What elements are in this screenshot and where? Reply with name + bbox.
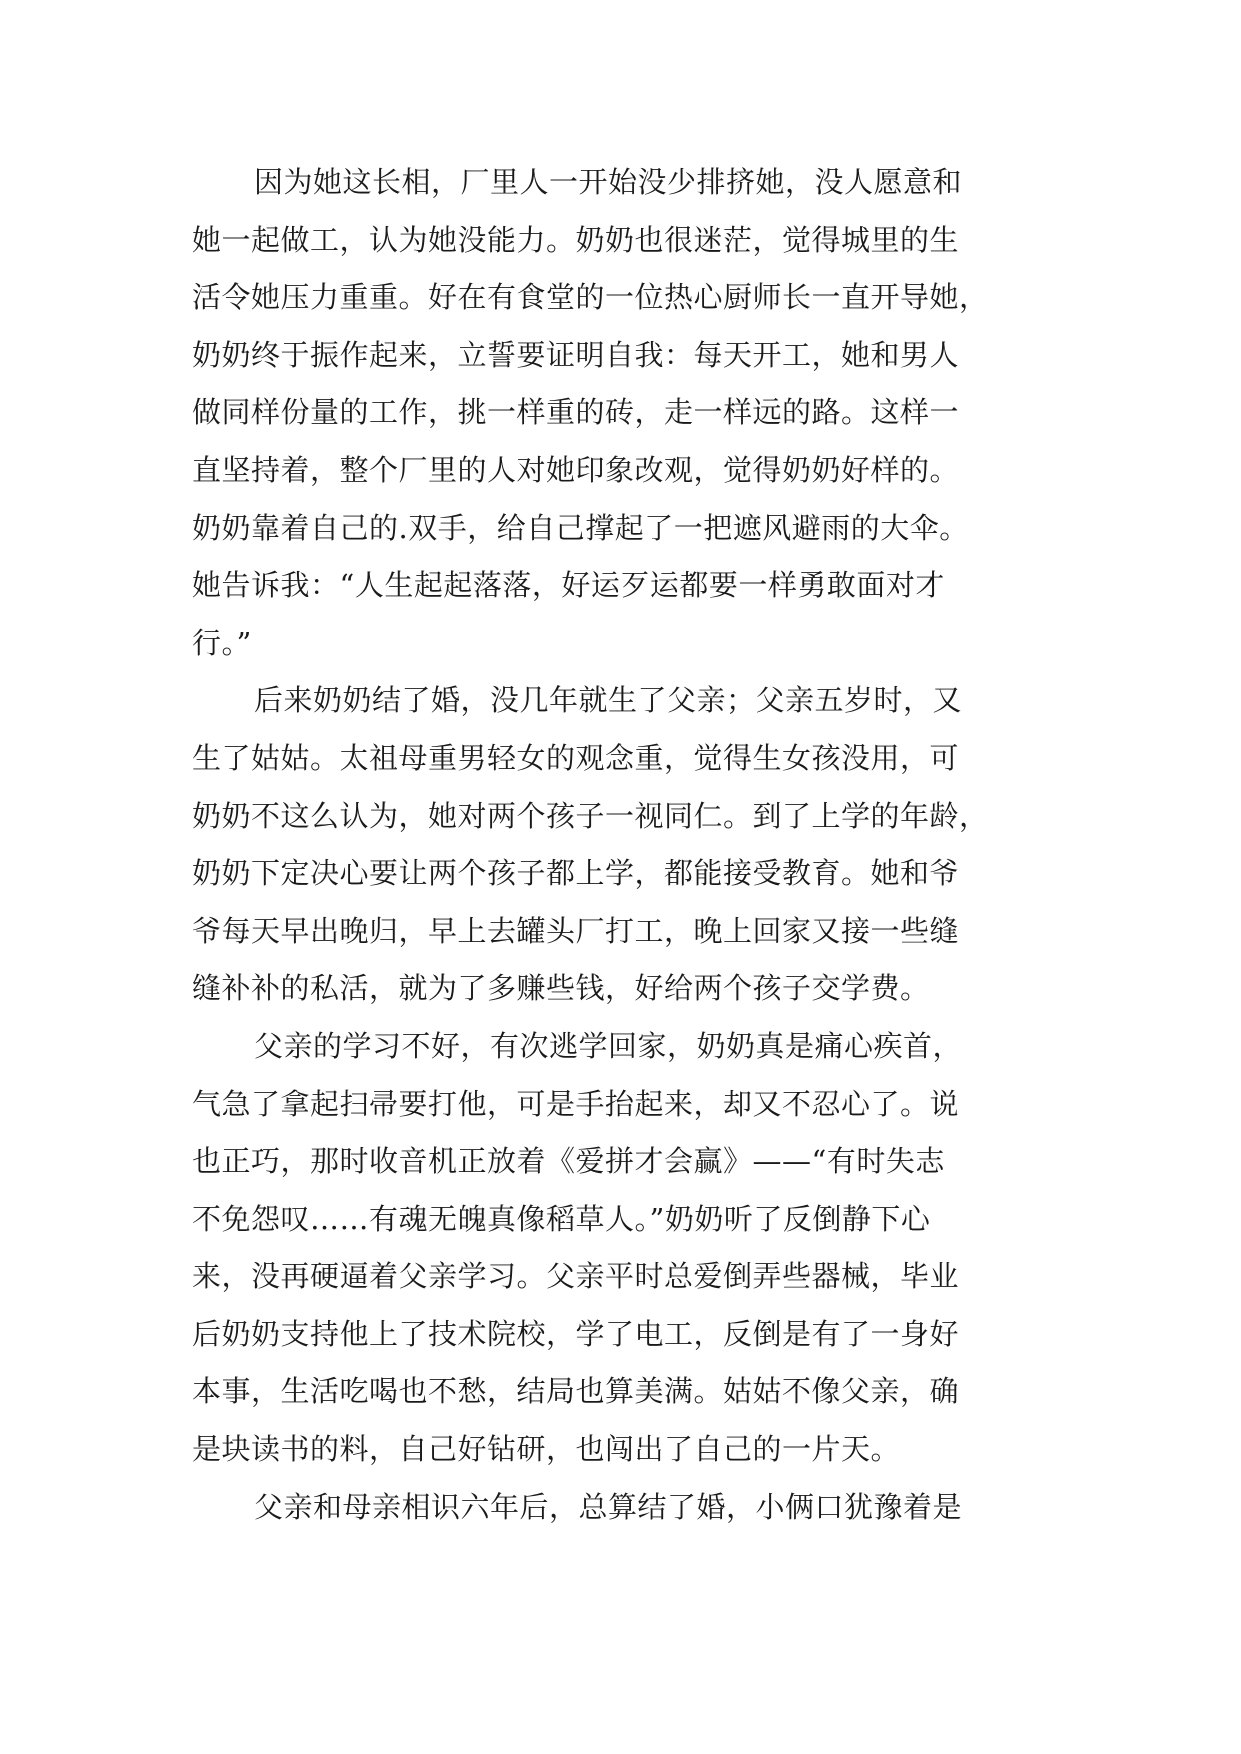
text-line: 奶奶下定决心要让两个孩子都上学，都能接受教育。她和爷: [192, 856, 960, 891]
text-line: 奶奶靠着自己的.双手，给自己撑起了一把遮风避雨的大伞。: [192, 510, 969, 545]
text-line: 后来奶奶结了婚，没几年就生了父亲；父亲五岁时，又: [254, 683, 963, 718]
text-line: 来，没再硬逼着父亲学习。父亲平时总爱倒弄些器械，毕业: [192, 1259, 960, 1294]
text-line: 父亲的学习不好，有次逃学回家，奶奶真是痛心疾首，: [254, 1028, 963, 1063]
text-line: 做同样份量的工作，挑一样重的砖，走一样远的路。这样一: [192, 395, 960, 430]
text-line: 也正巧，那时收音机正放着《爱拼才会赢》——“有时失志: [192, 1144, 945, 1179]
text-line: 本事，生活吃喝也不愁，结局也算美满。姑姑不像父亲，确: [192, 1374, 960, 1409]
text-line: 是块读书的料，自己好钻研，也闯出了自己的一片天。: [192, 1432, 901, 1467]
text-line: 生了姑姑。太祖母重男轻女的观念重，觉得生女孩没用，可: [192, 740, 960, 775]
text-line: 行。”: [192, 625, 252, 660]
text-line: 活令她压力重重。好在有食堂的一位热心厨师长一直开导她，: [192, 280, 989, 315]
text-line: 她告诉我：“人生起起落落，好运歹运都要一样勇敢面对才: [192, 568, 945, 603]
text-line: 爷每天早出晚归，早上去罐头厂打工，晚上回家又接一些缝: [192, 913, 960, 948]
text-line: 她一起做工，认为她没能力。奶奶也很迷茫，觉得城里的生: [192, 222, 960, 257]
text-line: 缝补补的私活，就为了多赚些钱，好给两个孩子交学费。: [192, 971, 930, 1006]
text-line: 因为她这长相，厂里人一开始没少排挤她，没人愿意和: [254, 165, 963, 199]
text-line: 奶奶不这么认为，她对两个孩子一视同仁。到了上学的年龄，: [192, 798, 989, 833]
text-line: 奶奶终于振作起来，立誓要证明自我：每天开工，她和男人: [192, 337, 960, 372]
text-line: 气急了拿起扫帚要打他，可是手抬起来，却又不忍心了。说: [192, 1086, 960, 1121]
text-line: 直坚持着，整个厂里的人对她印象改观，觉得奶奶好样的。: [192, 452, 960, 487]
text-line: 父亲和母亲相识六年后，总算结了婚，小俩口犹豫着是: [254, 1489, 963, 1524]
text-line: 后奶奶支持他上了技术院校，学了电工，反倒是有了一身好: [192, 1316, 960, 1351]
body-text: [192, 154, 1072, 1536]
text-line: 不免怨叹……有魂无魄真像稻草人。”奶奶听了反倒静下心: [192, 1201, 931, 1236]
